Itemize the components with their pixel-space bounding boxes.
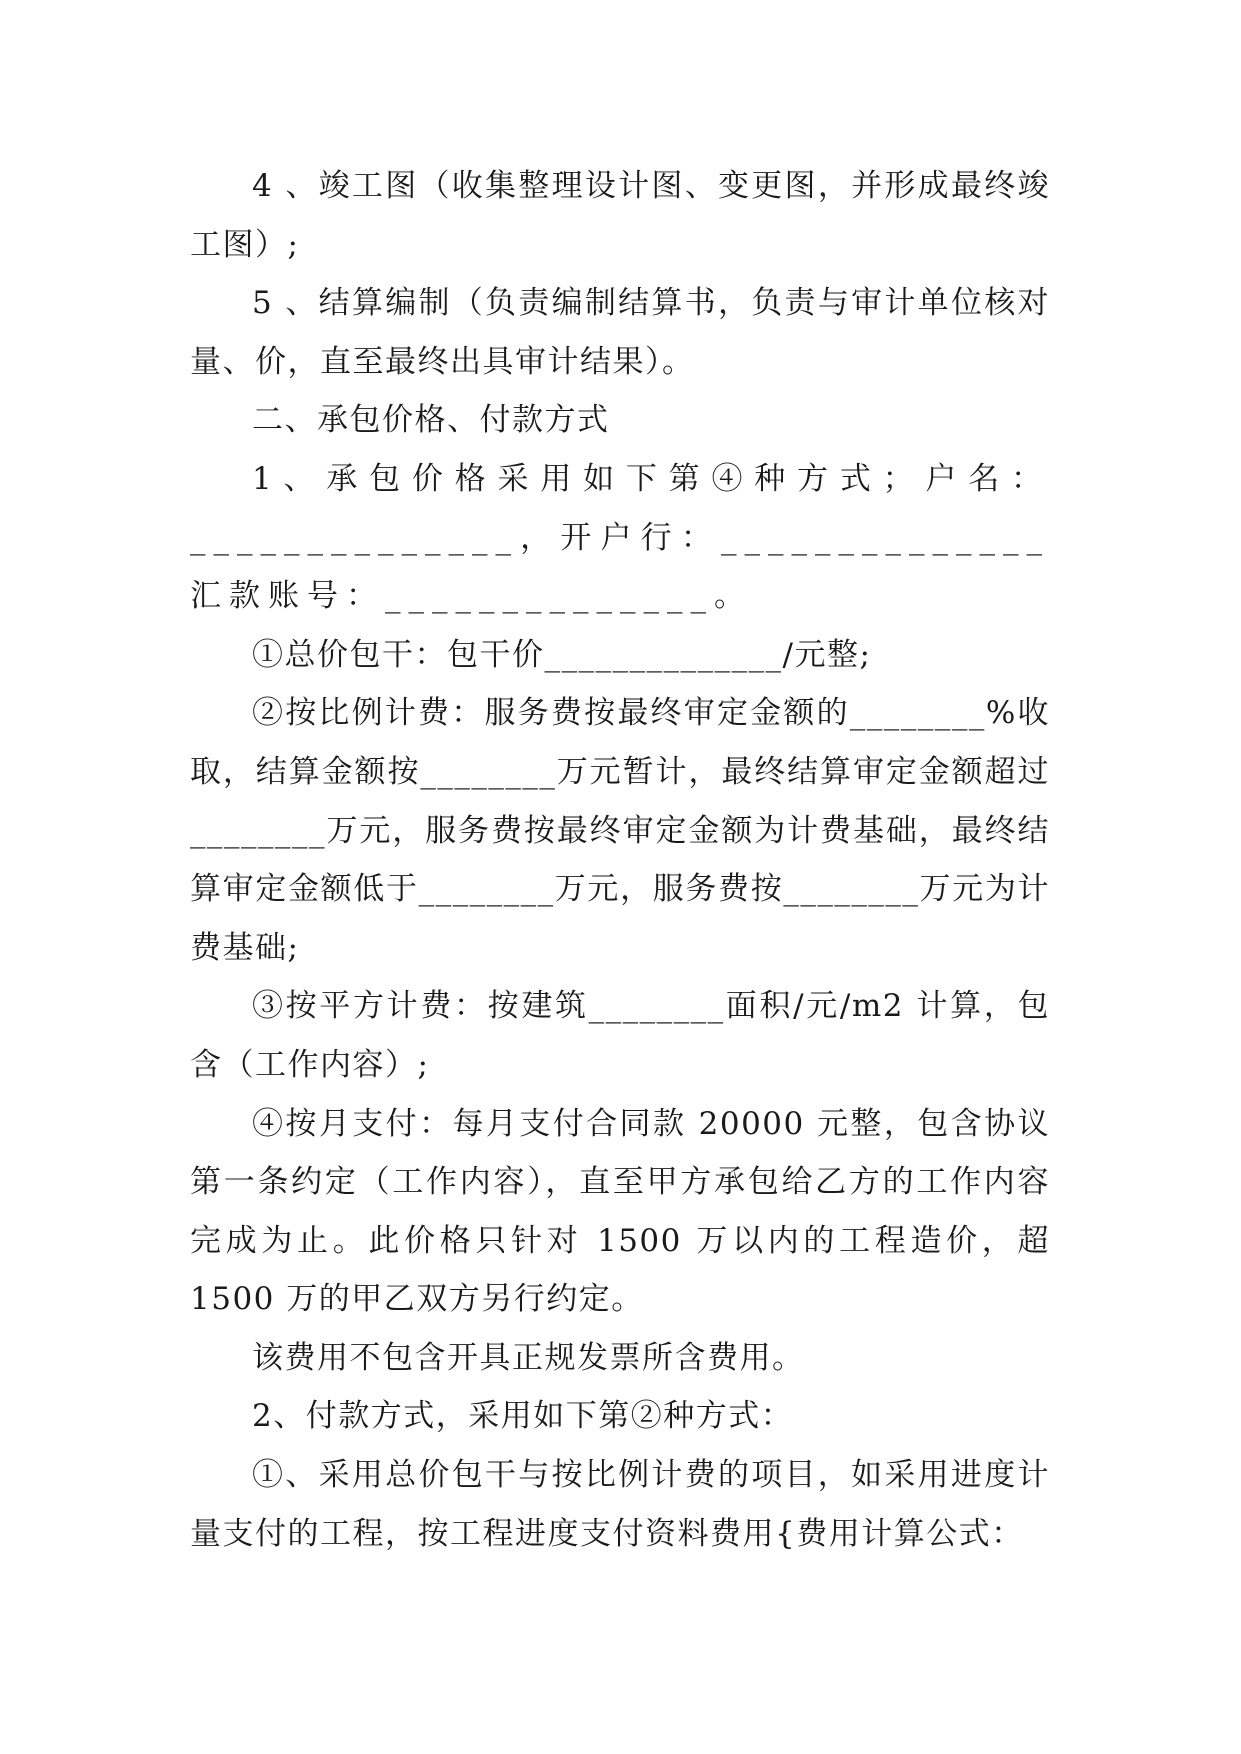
paragraph-proportional-fee: ②按比例计费：服务费按最终审定金额的________%收取，结算金额按________万元暂计，最终结算审定金额超过________万元，服务费按最终审定金额为计费基础，最终结算审定金额低于________万元，服务费按________万元为计费基础;	[190, 695, 1050, 966]
paragraph-progress-payment: ①、采用总价包干与按比例计费的项目，如采用进度计量支付的工程，按工程进度支付资料费用{费用计算公式：	[190, 1457, 1050, 1552]
section-heading-pricing-payment: 二、承包价格、付款方式	[252, 402, 610, 439]
paragraph-pricing-method: 1、承包价格采用如下第④种方式；户名：______________，开户行：______________汇款账号：______________。	[190, 460, 1050, 615]
paragraph-monthly-payment: ④按月支付：每月支付合同款 20000 元整，包含协议第一条约定（工作内容），直至甲方承包给乙方的工作内容完成为止。此价格只针对 1500 万以内的工程造价，超 1500 万的甲乙双方另行约定。	[190, 1105, 1050, 1318]
paragraph-payment-method: 2、付款方式，采用如下第②种方式：	[252, 1398, 794, 1435]
paragraph-invoice-note: 该费用不包含开具正规发票所含费用。	[252, 1339, 805, 1376]
paragraph-lump-sum: ①总价包干：包干价______________/元整;	[252, 636, 872, 673]
paragraph-item-5-settlement: 5 、结算编制（负责编制结算书，负责与审计单位核对量、价，直至最终出具审计结果）。	[190, 285, 1050, 380]
document-body	[190, 157, 1050, 1563]
paragraph-per-square-meter: ③按平方计费：按建筑________面积/元/m2 计算，包含（工作内容）;	[190, 988, 1050, 1083]
paragraph-item-4-as-built: 4 、竣工图（收集整理设计图、变更图，并形成最终竣工图）;	[190, 168, 1050, 263]
